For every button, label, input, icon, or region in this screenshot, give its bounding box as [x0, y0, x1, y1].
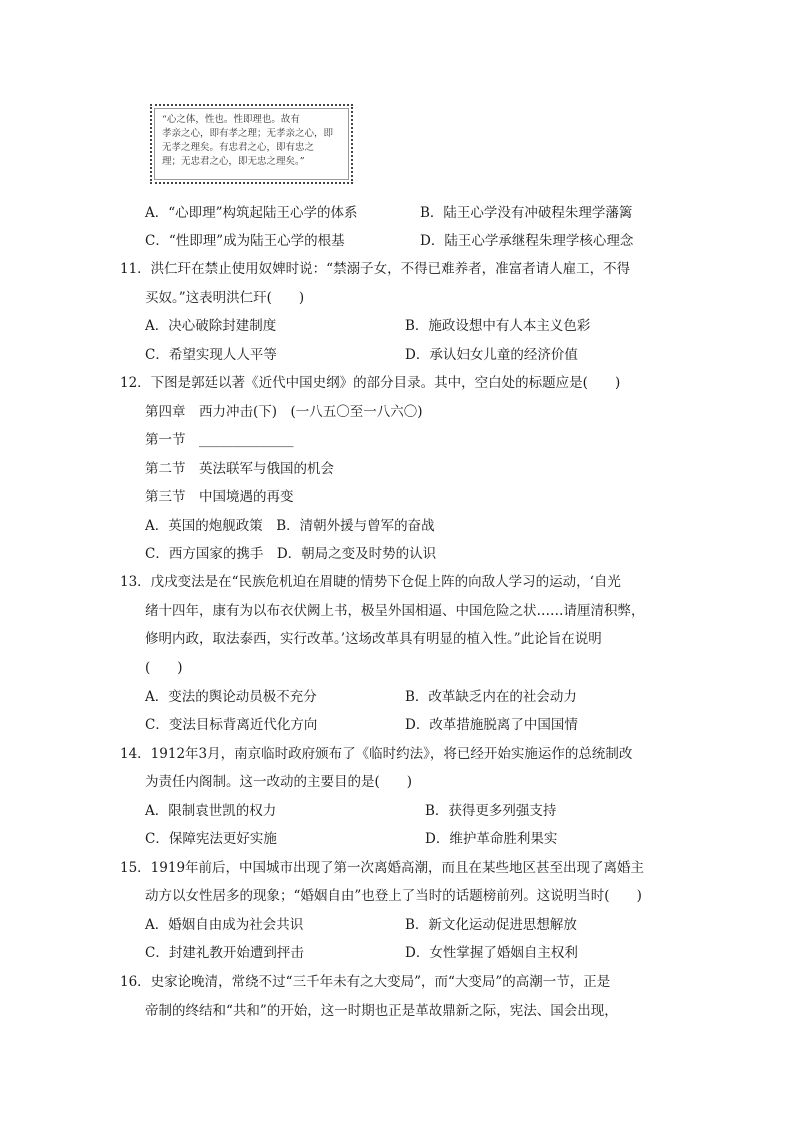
q14-stem-line: 14．1912年3月，南京临时政府颁布了《临时约法》，将已经开始实施运作的总统制改 [120, 746, 633, 762]
q11-option-a: A．决心破除封建制度 [145, 318, 277, 334]
q16-stem-line: 16．史家论晚清，常绕不过“三千年未有之大变局”，而“大变局”的高潮一节，正是 [120, 974, 611, 990]
q13-option-a: A．变法的舆论动员极不充分 [145, 689, 317, 705]
q15-stem-line: 15．1919年前后，中国城市出现了第一次离婚高潮，而且在某些地区甚至出现了离婚主 [120, 860, 645, 876]
q13-stem-line: 13．戊戌变法是在“民族危机迫在眉睫的情势下仓促上阵的向敌人学习的运动，‘自光 [120, 574, 621, 590]
q11-option-c: C．希望实现人人平等 [145, 347, 277, 363]
quote-line: “心之体，性也。性即理也。故有 [162, 114, 300, 125]
q13-stem-line: 修明内政，取法泰西，实行改革。’这场改革具有明显的植入性。”此论旨在说明 [145, 631, 602, 647]
q16-stem-line: 帝制的终结和“共和”的开始，这一时期也正是革故鼎新之际，宪法、国会出现， [145, 1003, 618, 1019]
q15-option-a: A．婚姻自由成为社会共识 [145, 917, 304, 933]
q12-options-cd: C．西方国家的携手 D．朝局之变及时势的认识 [145, 546, 437, 562]
q13-option-d: D．改革措施脱离了中国国情 [405, 717, 578, 733]
quote-line: 孝亲之心，即有孝之理；无孝亲之心，即 [162, 128, 334, 139]
q12-stem: 12．下图是郭廷以著《近代中国史纲》的部分目录。其中，空白处的标题应是( ) [120, 375, 621, 391]
quote-line: 理；无忠君之心，即无忠之理矣。” [162, 156, 305, 167]
q11-stem-line: 买奴。”这表明洪仁玕( ) [145, 290, 305, 306]
q10-option-a: A．“心即理”构筑起陆王心学的体系 [145, 205, 358, 221]
q14-option-d: D．维护革命胜利果实 [425, 831, 558, 847]
q12-options-ab: A．英国的炮舰政策 B．清朝外援与曾军的奋战 [145, 518, 435, 534]
quote-line: 无孝之理矣。有忠君之心，即有忠之 [162, 142, 315, 153]
q14-option-a: A．限制袁世凯的权力 [145, 803, 277, 819]
q12-toc-line: 第三节 中国境遇的再变 [145, 489, 294, 505]
q14-option-c: C．保障宪法更好实施 [145, 831, 277, 847]
q10-option-c: C．“性即理”成为陆王心学的根基 [145, 233, 345, 249]
q11-option-d: D．承认妇女儿童的经济价值 [405, 347, 578, 363]
quote-box [150, 104, 353, 184]
q10-option-d: D．陆王心学承继程朱理学核心理念 [420, 233, 634, 249]
q15-option-c: C．封建礼教开始遭到抨击 [145, 945, 304, 961]
q12-toc-line: 第一节 ______________ [145, 432, 294, 448]
q13-option-c: C．变法目标背离近代化方向 [145, 717, 318, 733]
q11-option-b: B．施政设想中有人本主义色彩 [405, 318, 591, 334]
q13-stem-line: 绪十四年，康有为以布衣伏阙上书，极呈外国相逼、中国危险之状……请厘清积弊， [145, 603, 645, 619]
q15-option-b: B．新文化运动促进思想解放 [405, 917, 577, 933]
q15-option-d: D．女性掌握了婚姻自主权利 [405, 945, 578, 961]
q15-stem-line: 动方以女性居多的现象；“婚姻自由”也登上了当时的话题榜前列。这说明当时( ) [145, 888, 642, 904]
q13-option-b: B．改革缺乏内在的社会动力 [405, 689, 577, 705]
q11-stem-line: 11．洪仁玕在禁止使用奴婢时说：“禁溺子女，不得已难养者，准富者请人雇工，不得 [120, 261, 631, 277]
q12-toc-line: 第二节 英法联军与俄国的机会 [145, 461, 334, 477]
q12-toc-line: 第四章 西力冲击(下) (一八五〇至一八六〇) [145, 404, 423, 420]
q13-stem-line: ( ) [145, 660, 183, 676]
q14-option-b: B．获得更多列强支持 [425, 803, 557, 819]
q10-option-b: B．陆王心学没有冲破程朱理学藩篱 [420, 205, 633, 221]
q14-stem-line: 为责任内阁制。这一改动的主要目的是( ) [145, 774, 413, 790]
